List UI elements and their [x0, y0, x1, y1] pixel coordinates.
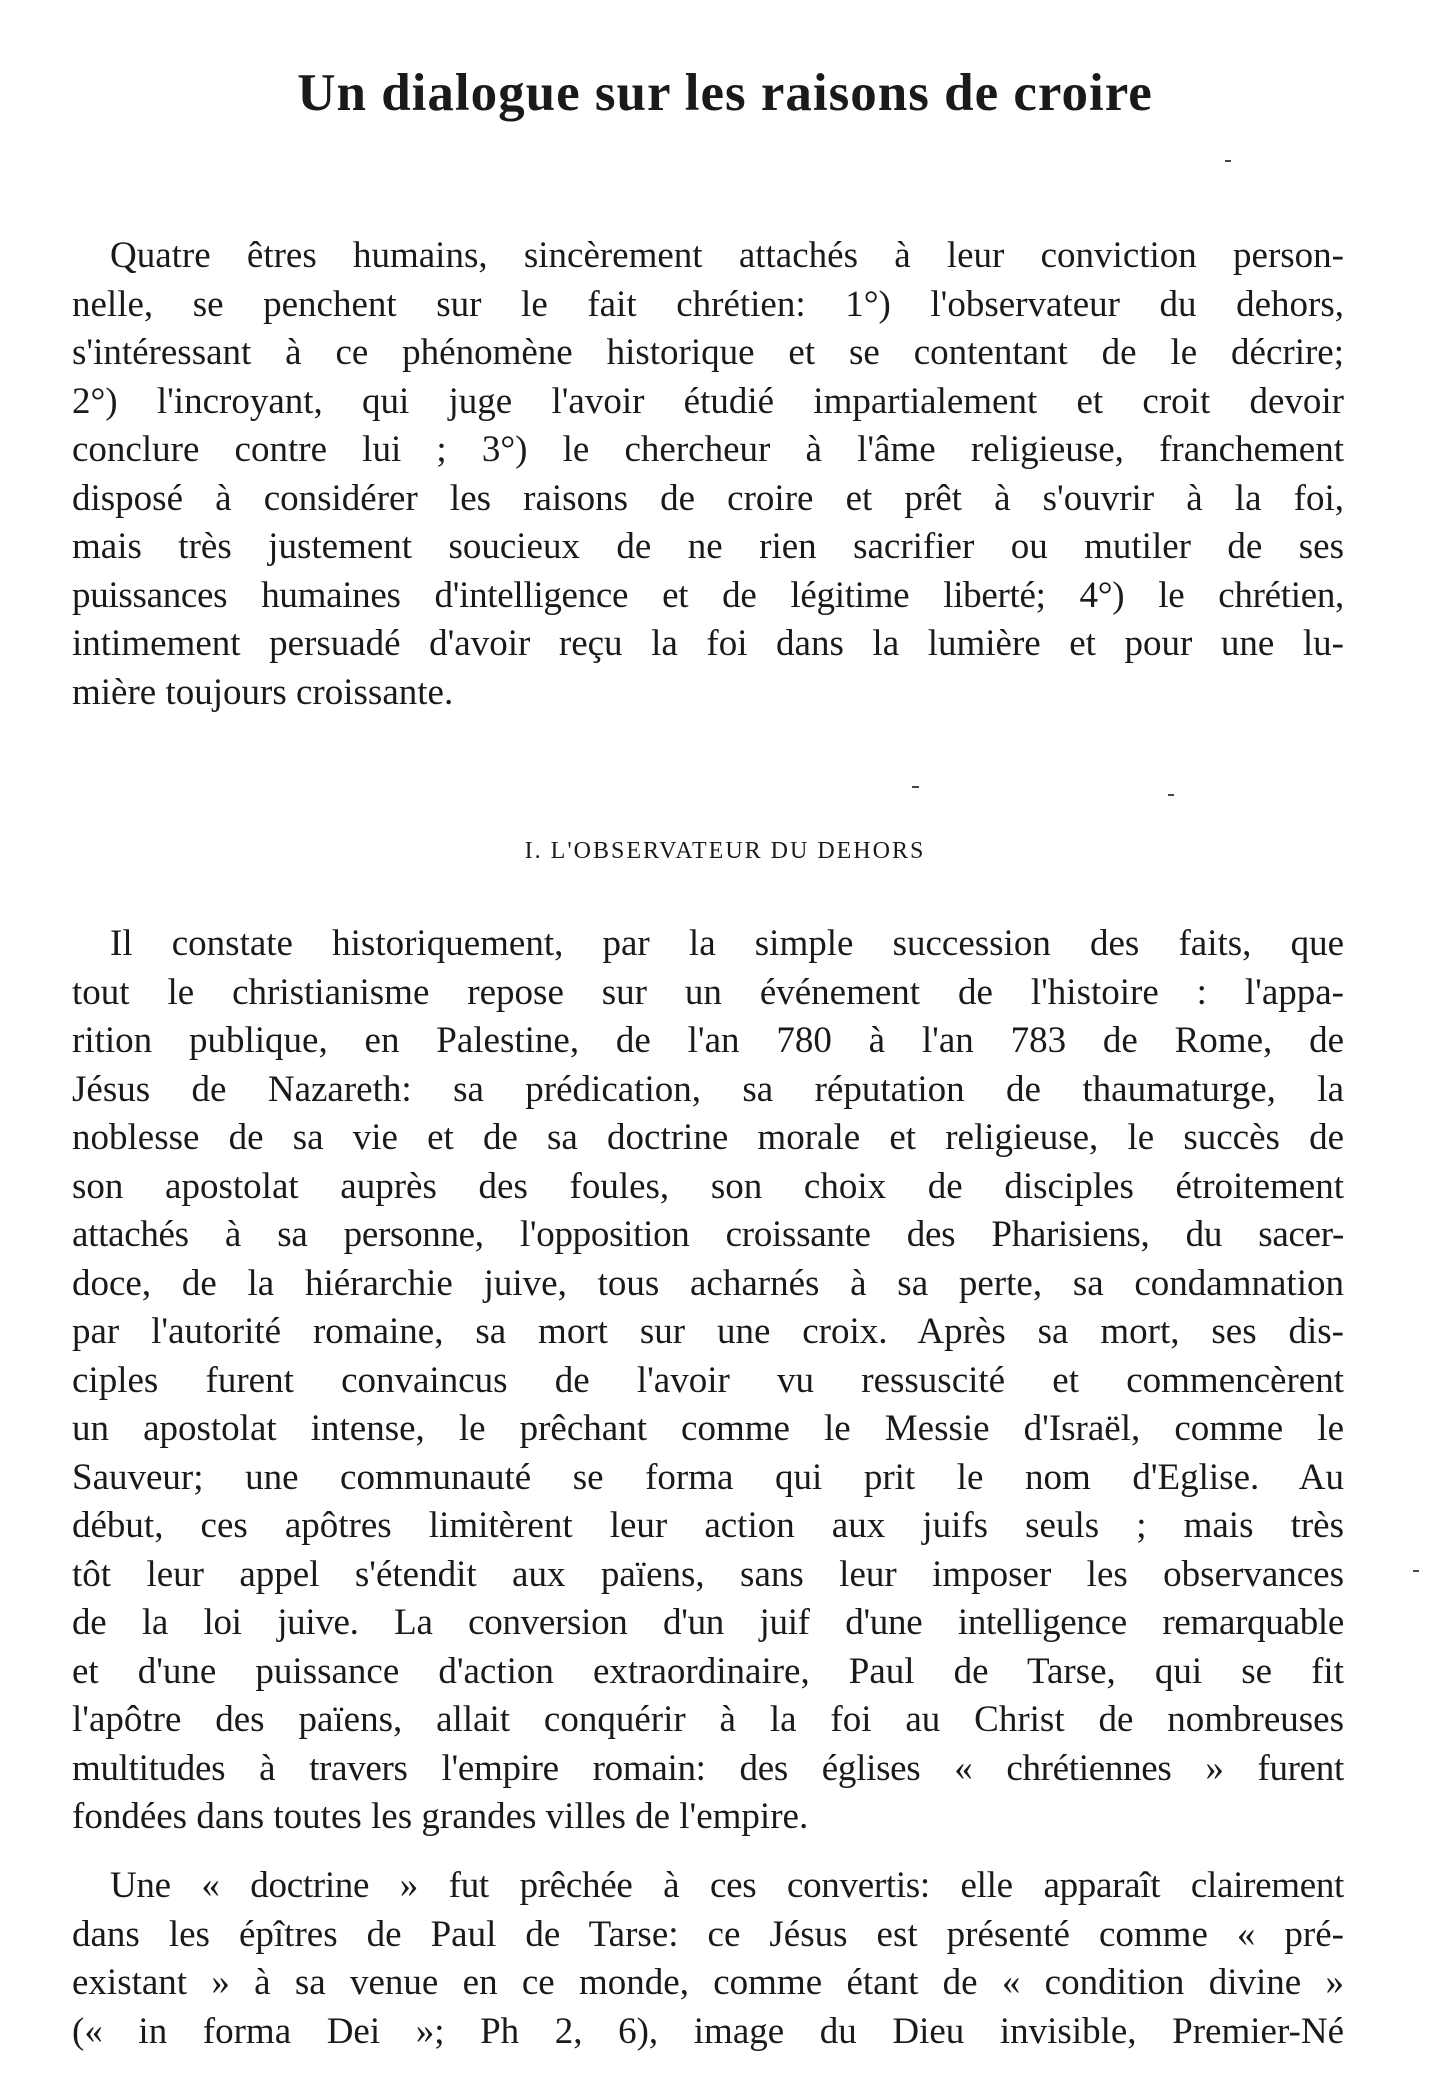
text-line: 2°) l'incroyant, qui juge l'avoir étudié impartialement et croit devoir: [72, 380, 1344, 422]
text-line: mais très justement soucieux de ne rien sacrifier ou mutiler de ses: [72, 526, 1344, 567]
text-line: multitudes à travers l'empire romain: des églises « chrétiennes » furent: [72, 1747, 1344, 1789]
text-line: attachés à sa personne, l'opposition croissante des Pharisiens, du sacer-: [72, 1214, 1344, 1255]
text-line: existant » à sa venue en ce monde, comme étant de « condition divine »: [72, 1962, 1344, 2003]
text-line: puissances humaines d'intelligence et de légitime liberté; 4°) le chrétien,: [72, 574, 1344, 616]
text-line: disposé à considérer les raisons de croire et prêt à s'ouvrir à la foi,: [72, 477, 1344, 519]
text-line: (« in forma Dei »; Ph 2, 6), image du Dieu invisible, Premier-Né: [72, 2010, 1344, 2052]
text-line: tôt leur appel s'étendit aux païens, sans leur imposer les observances: [72, 1553, 1344, 1595]
text-line: l'apôtre des païens, allait conquérir à la foi au Christ de nombreuses: [72, 1699, 1344, 1740]
text-line: un apostolat intense, le prêchant comme le Messie d'Israël, comme le: [72, 1408, 1344, 1449]
section-paragraph: [72, 920, 1344, 1842]
text-line: Une « doctrine » fut prêchée à ces convertis: elle apparaît clairement: [110, 1865, 1344, 1906]
section-heading: I. L'OBSERVATEUR DU DEHORS: [524, 838, 926, 864]
text-line: mière toujours croissante.: [72, 671, 454, 713]
text-line: s'intéressant à ce phénomène historique et se contentant de le décrire;: [72, 332, 1344, 373]
text-line: Il constate historiquement, par la simple succession des faits, que: [110, 923, 1344, 964]
text-line: par l'autorité romaine, sa mort sur une croix. Après sa mort, ses dis-: [72, 1311, 1344, 1352]
scan-speck: [1168, 794, 1174, 796]
intro-paragraph: [72, 232, 1344, 717]
text-line: Jésus de Nazareth: sa prédication, sa réputation de thaumaturge, la: [72, 1068, 1344, 1110]
text-line: début, ces apôtres limitèrent leur action aux juifs seuls ; mais très: [72, 1505, 1344, 1546]
text-line: nelle, se penchent sur le fait chrétien: 1°) l'observateur du dehors,: [72, 283, 1344, 325]
text-line: conclure contre lui ; 3°) le chercheur à l'âme religieuse, franchement: [72, 429, 1344, 470]
text-line: fondées dans toutes les grandes villes de l'empire.: [72, 1796, 809, 1837]
text-line: Quatre êtres humains, sincèrement attachés à leur conviction person-: [110, 235, 1344, 276]
text-line: doce, de la hiérarchie juive, tous acharnés à sa perte, sa condamnation: [72, 1262, 1344, 1304]
text-line: rition publique, en Palestine, de l'an 780 à l'an 783 de Rome, de: [72, 1020, 1344, 1061]
text-line: son apostolat auprès des foules, son choix de disciples étroitement: [72, 1165, 1344, 1207]
text-line: tout le christianisme repose sur un événement de l'histoire : l'appa-: [72, 971, 1344, 1013]
text-line: ciples furent convaincus de l'avoir vu ressuscité et commencèrent: [72, 1359, 1344, 1401]
text-line: intimement persuadé d'avoir reçu la foi dans la lumière et pour une lu-: [72, 623, 1344, 664]
text-line: de la loi juive. La conversion d'un juif d'une intelligence remarquable: [72, 1602, 1344, 1643]
third-paragraph: [72, 1862, 1344, 2056]
scan-speck: [1225, 160, 1231, 162]
text-line: et d'une puissance d'action extraordinaire, Paul de Tarse, qui se fit: [72, 1650, 1344, 1692]
text-line: Sauveur; une communauté se forma qui prit le nom d'Eglise. Au: [72, 1456, 1344, 1498]
page-title: Un dialogue sur les raisons de croire: [297, 64, 1153, 122]
text-line: dans les épîtres de Paul de Tarse: ce Jésus est présenté comme « pré-: [72, 1913, 1344, 1955]
scan-speck: [1413, 1570, 1419, 1572]
scan-speck: [912, 786, 919, 788]
text-line: noblesse de sa vie et de sa doctrine morale et religieuse, le succès de: [72, 1117, 1344, 1158]
